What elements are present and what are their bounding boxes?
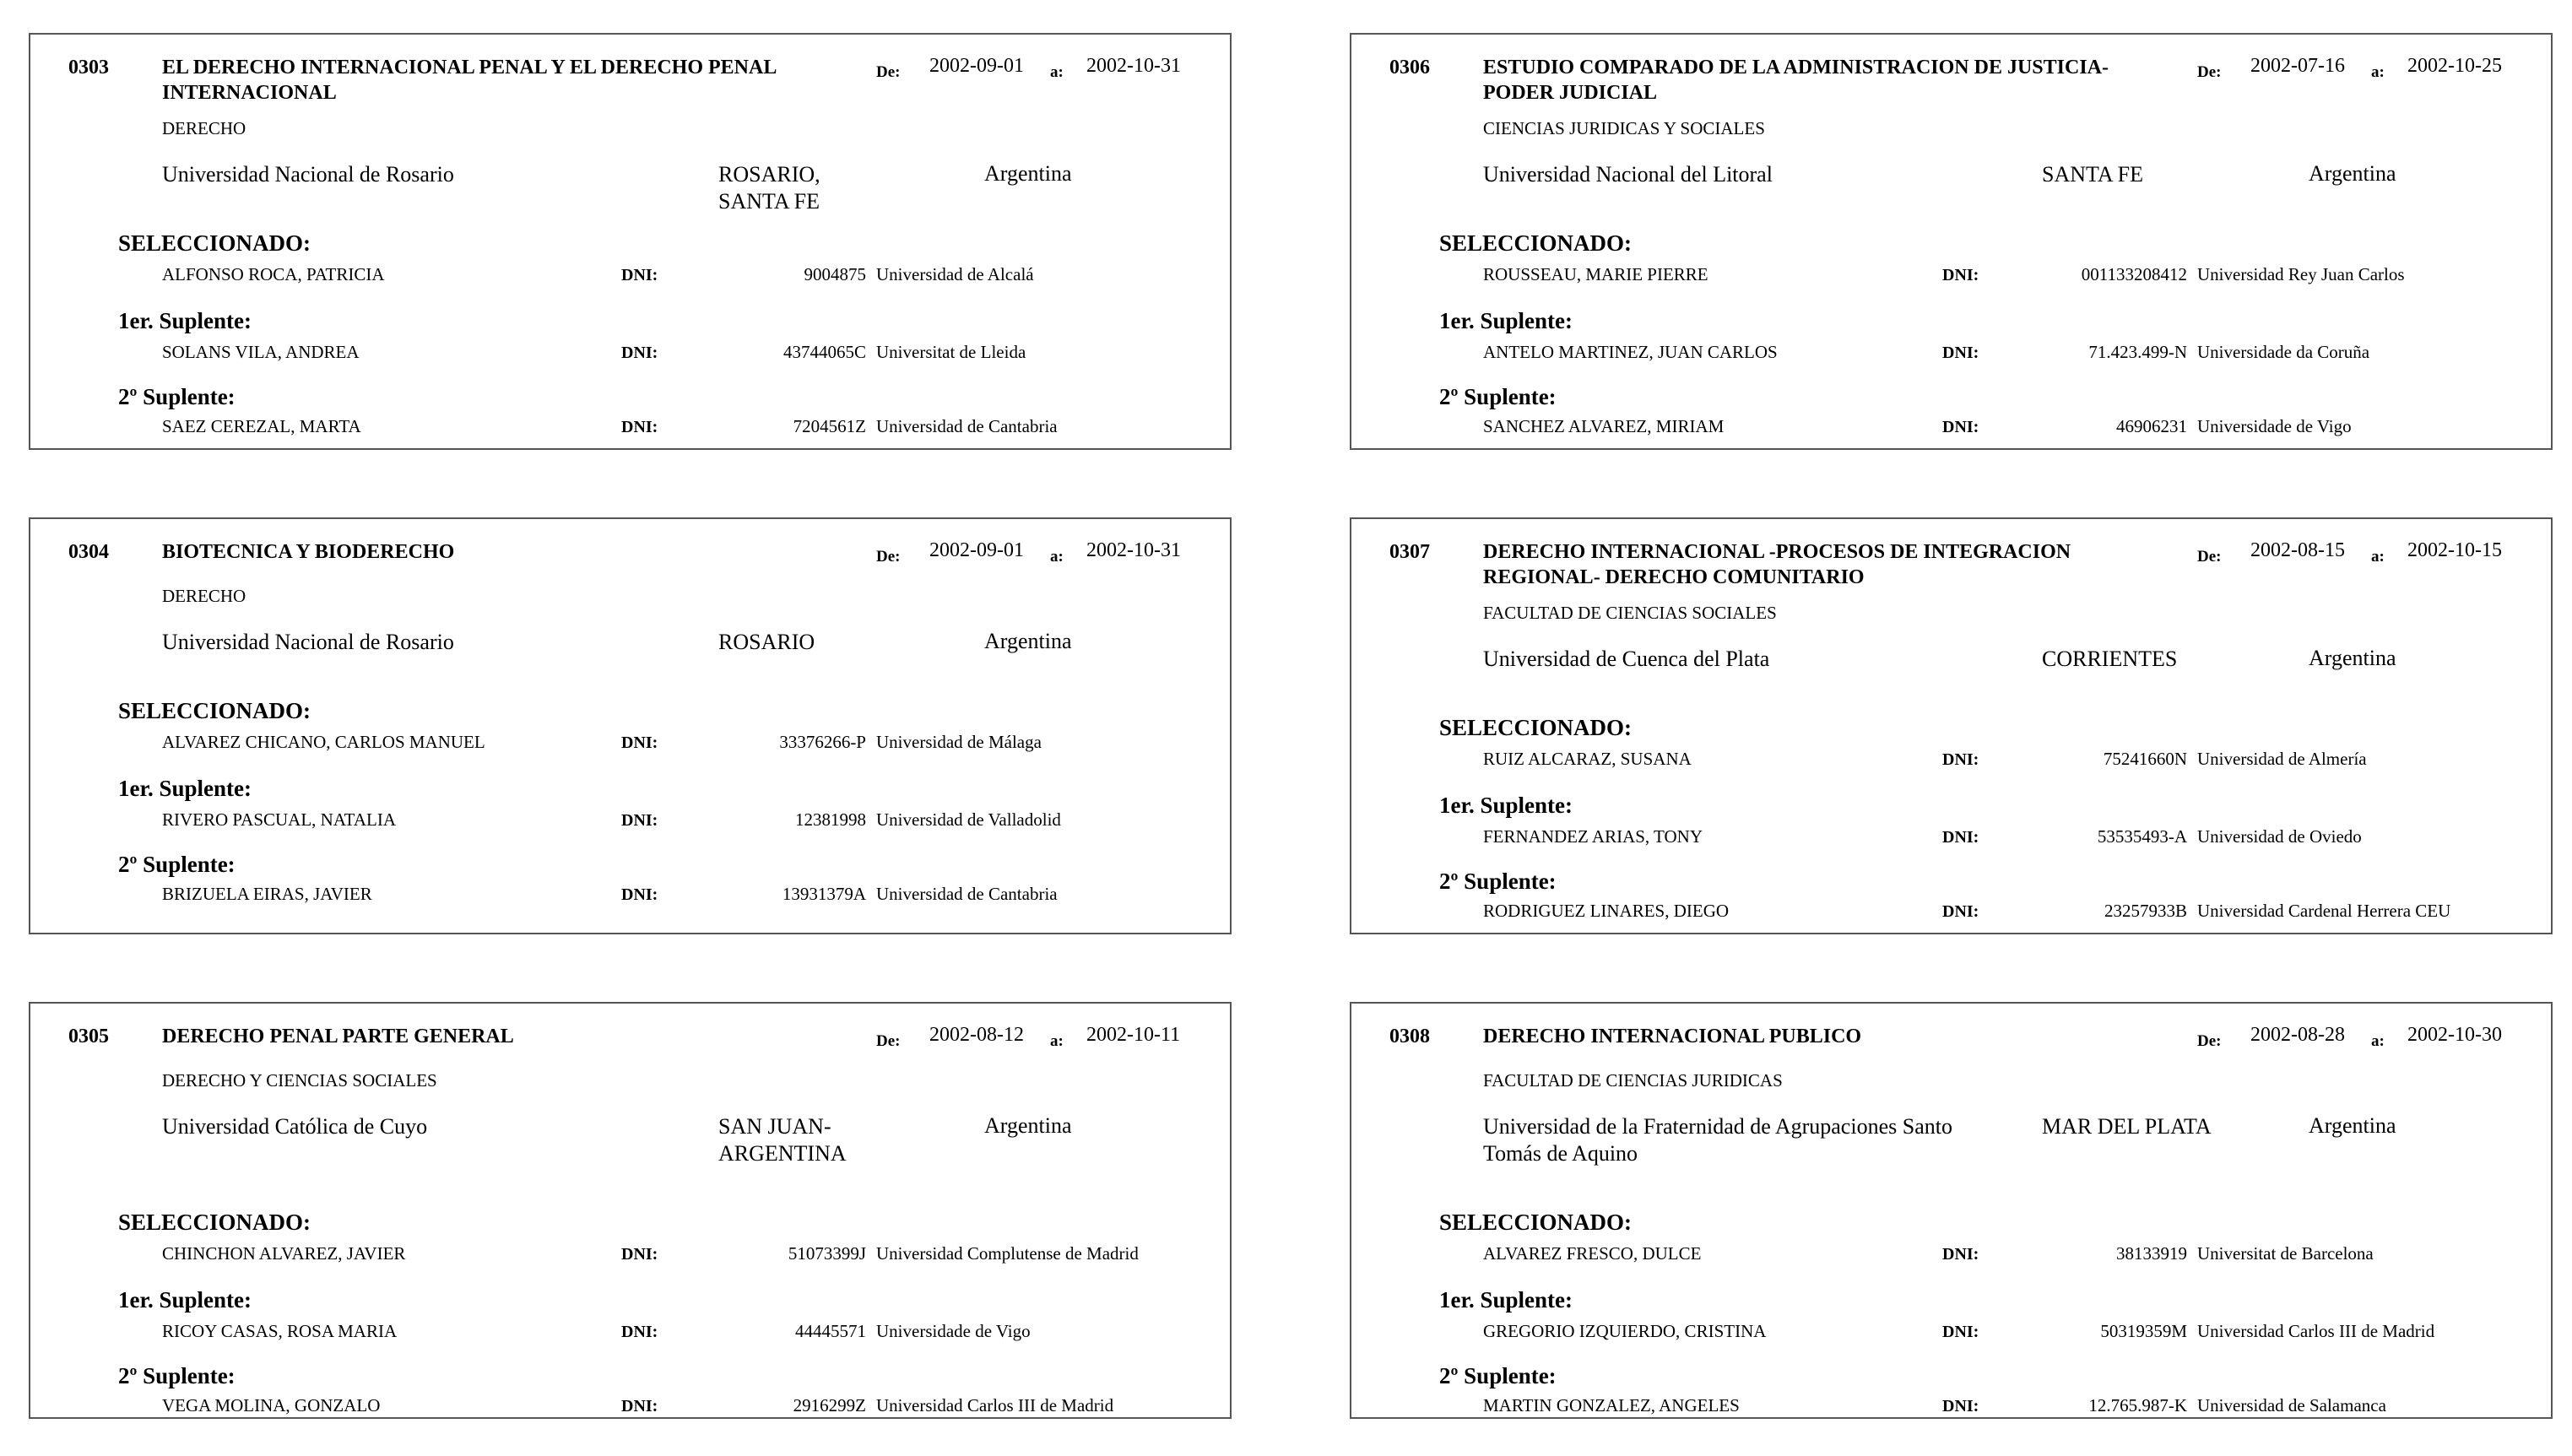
city: SANTA FE: [2042, 162, 2143, 187]
selected-name: ROUSSEAU, MARIE PIERRE: [1483, 264, 1708, 284]
second-alternate-university: Universidad Cardenal Herrera CEU: [2197, 901, 2451, 921]
second-alternate-university: Universidad Carlos III de Madrid: [876, 1395, 1114, 1415]
first-alternate-name: SOLANS VILA, ANDREA: [162, 342, 360, 362]
dni-label: DNI:: [1942, 1397, 1979, 1415]
dni-label: DNI:: [1942, 1245, 1979, 1264]
program-card-0306: [1350, 33, 2553, 450]
date-to: 2002-10-15: [2407, 539, 2502, 561]
program-code: 0304: [68, 541, 109, 563]
second-alternate-university: Universidad de Salamanca: [2197, 1395, 2386, 1415]
program-code: 0303: [68, 57, 109, 78]
date-to: 2002-10-11: [1086, 1024, 1181, 1046]
program-title: DERECHO INTERNACIONAL -PROCESOS DE INTEGRACION REGIONAL- DERECHO COMUNITARIO: [1483, 541, 2071, 588]
first-alternate-name: FERNANDEZ ARIAS, TONY: [1483, 826, 1703, 847]
selected-university: Universidad de Almería: [2197, 749, 2367, 769]
selected-dni: 51073399J: [788, 1243, 866, 1264]
dni-label: DNI:: [1942, 344, 1979, 362]
second-alternate-dni: 2916299Z: [793, 1395, 866, 1415]
first-alternate-dni: 43744065C: [782, 342, 866, 362]
dni-label: DNI:: [621, 1245, 658, 1264]
from-label: De:: [2197, 1032, 2222, 1050]
country: Argentina: [2309, 161, 2396, 186]
institution: Universidad Católica de Cuyo: [162, 1114, 428, 1139]
dni-label: DNI:: [1942, 266, 1979, 284]
dni-label: DNI:: [621, 1397, 658, 1415]
program-card-0308: [1350, 1002, 2553, 1419]
city: MAR DEL PLATA: [2042, 1114, 2212, 1139]
date-to: 2002-10-30: [2407, 1024, 2502, 1046]
selected-university: Universitat de Barcelona: [2197, 1243, 2374, 1264]
to-label: a:: [2371, 548, 2385, 566]
faculty: DERECHO: [162, 586, 246, 606]
from-label: De:: [876, 1032, 901, 1050]
program-title: EL DERECHO INTERNACIONAL PENAL Y EL DERECHO PENAL INTERNACIONAL: [162, 57, 777, 104]
dni-label: DNI:: [621, 344, 658, 362]
second-alternate-heading: 2º Suplente:: [118, 384, 236, 409]
second-alternate-name: SAEZ CEREZAL, MARTA: [162, 416, 361, 436]
selected-university: Universidad Complutense de Madrid: [876, 1243, 1139, 1264]
city: SAN JUAN-ARGENTINA: [718, 1114, 847, 1166]
first-alternate-university: Universitat de Lleida: [876, 342, 1026, 362]
date-from: 2002-09-01: [929, 539, 1024, 561]
second-alternate-university: Universidad de Cantabria: [876, 884, 1058, 904]
second-alternate-heading: 2º Suplente:: [118, 852, 236, 877]
institution: Universidad Nacional de Rosario: [162, 630, 454, 654]
first-alternate-dni: 44445571: [795, 1321, 866, 1341]
to-label: a:: [1050, 548, 1064, 566]
selected-heading: SELECCIONADO:: [1439, 715, 1633, 740]
first-alternate-heading: 1er. Suplente:: [1439, 793, 1573, 818]
selected-heading: SELECCIONADO:: [118, 1210, 311, 1235]
second-alternate-dni: 13931379A: [782, 884, 866, 904]
dni-label: DNI:: [1942, 418, 1979, 436]
program-code: 0307: [1389, 541, 1430, 563]
second-alternate-name: SANCHEZ ALVAREZ, MIRIAM: [1483, 416, 1725, 436]
first-alternate-dni: 50319359M: [2100, 1321, 2187, 1341]
second-alternate-name: VEGA MOLINA, GONZALO: [162, 1395, 381, 1415]
first-alternate-heading: 1er. Suplente:: [1439, 308, 1573, 333]
date-from: 2002-08-15: [2250, 539, 2345, 561]
dni-label: DNI:: [1942, 1323, 1979, 1341]
second-alternate-dni: 23257933B: [2104, 901, 2187, 921]
institution: Universidad Nacional de Rosario: [162, 162, 454, 187]
second-alternate-dni: 7204561Z: [793, 416, 866, 436]
institution: Universidad de Cuenca del Plata: [1483, 647, 1770, 671]
first-alternate-heading: 1er. Suplente:: [1439, 1287, 1573, 1313]
selected-university: Universidad de Málaga: [876, 732, 1042, 752]
selected-dni: 75241660N: [2103, 749, 2187, 769]
selected-dni: 38133919: [2116, 1243, 2187, 1264]
from-label: De:: [2197, 63, 2222, 81]
faculty: DERECHO Y CIENCIAS SOCIALES: [162, 1070, 437, 1091]
first-alternate-heading: 1er. Suplente:: [118, 776, 252, 801]
first-alternate-dni: 53535493-A: [2097, 826, 2187, 847]
first-alternate-name: GREGORIO IZQUIERDO, CRISTINA: [1483, 1321, 1767, 1341]
selected-heading: SELECCIONADO:: [1439, 1210, 1633, 1235]
institution: Universidad Nacional del Litoral: [1483, 162, 1773, 187]
dni-label: DNI:: [1942, 828, 1979, 847]
date-to: 2002-10-31: [1086, 539, 1181, 561]
program-title: BIOTECNICA Y BIODERECHO: [162, 541, 455, 563]
first-alternate-university: Universidad de Valladolid: [876, 809, 1061, 830]
first-alternate-dni: 71.423.499-N: [2088, 342, 2187, 362]
to-label: a:: [1050, 1032, 1064, 1050]
country: Argentina: [984, 161, 1072, 186]
date-from: 2002-08-12: [929, 1024, 1024, 1046]
city: ROSARIO: [718, 630, 815, 654]
selected-dni: 33376266-P: [779, 732, 866, 752]
second-alternate-heading: 2º Suplente:: [1439, 1363, 1557, 1388]
country: Argentina: [984, 1113, 1072, 1138]
institution: Universidad de la Fraternidad de Agrupaciones Santo Tomás de Aquino: [1483, 1114, 1952, 1166]
selected-heading: SELECCIONADO:: [118, 698, 311, 723]
second-alternate-heading: 2º Suplente:: [1439, 384, 1557, 409]
program-card-0304: [29, 517, 1232, 934]
first-alternate-name: ANTELO MARTINEZ, JUAN CARLOS: [1483, 342, 1778, 362]
second-alternate-name: BRIZUELA EIRAS, JAVIER: [162, 884, 372, 904]
dni-label: DNI:: [621, 811, 658, 830]
country: Argentina: [2309, 646, 2396, 670]
program-title: DERECHO PENAL PARTE GENERAL: [162, 1026, 514, 1047]
selected-dni: 9004875: [804, 264, 866, 284]
first-alternate-dni: 12381998: [795, 809, 866, 830]
second-alternate-heading: 2º Suplente:: [118, 1363, 236, 1388]
dni-label: DNI:: [1942, 902, 1979, 921]
selected-name: RUIZ ALCARAZ, SUSANA: [1483, 749, 1692, 769]
first-alternate-name: RICOY CASAS, ROSA MARIA: [162, 1321, 398, 1341]
dni-label: DNI:: [621, 733, 658, 752]
first-alternate-university: Universidade de Vigo: [876, 1321, 1031, 1341]
selected-university: Universidad de Alcalá: [876, 264, 1034, 284]
faculty: CIENCIAS JURIDICAS Y SOCIALES: [1483, 118, 1765, 138]
from-label: De:: [876, 548, 901, 566]
to-label: a:: [2371, 1032, 2385, 1050]
dni-label: DNI:: [621, 418, 658, 436]
date-from: 2002-09-01: [929, 55, 1024, 77]
second-alternate-name: MARTIN GONZALEZ, ANGELES: [1483, 1395, 1740, 1415]
program-code: 0306: [1389, 57, 1430, 78]
first-alternate-heading: 1er. Suplente:: [118, 308, 252, 333]
selected-name: ALVAREZ FRESCO, DULCE: [1483, 1243, 1702, 1264]
to-label: a:: [1050, 63, 1064, 81]
selected-heading: SELECCIONADO:: [118, 230, 311, 256]
selected-heading: SELECCIONADO:: [1439, 230, 1633, 256]
country: Argentina: [984, 629, 1072, 653]
second-alternate-dni: 12.765.987-K: [2088, 1395, 2187, 1415]
program-code: 0308: [1389, 1026, 1430, 1047]
country: Argentina: [2309, 1113, 2396, 1138]
date-to: 2002-10-31: [1086, 55, 1181, 77]
program-code: 0305: [68, 1026, 109, 1047]
from-label: De:: [876, 63, 901, 81]
city: ROSARIO, SANTA FE: [718, 162, 820, 214]
second-alternate-university: Universidad de Cantabria: [876, 416, 1058, 436]
second-alternate-heading: 2º Suplente:: [1439, 869, 1557, 894]
program-card-0303: [29, 33, 1232, 450]
dni-label: DNI:: [621, 266, 658, 284]
selected-name: ALVAREZ CHICANO, CARLOS MANUEL: [162, 732, 485, 752]
to-label: a:: [2371, 63, 2385, 81]
date-from: 2002-08-28: [2250, 1024, 2345, 1046]
faculty: DERECHO: [162, 118, 246, 138]
second-alternate-university: Universidade de Vigo: [2197, 416, 2352, 436]
faculty: FACULTAD DE CIENCIAS JURIDICAS: [1483, 1070, 1783, 1091]
date-to: 2002-10-25: [2407, 55, 2502, 77]
dni-label: DNI:: [1942, 750, 1979, 769]
selected-name: ALFONSO ROCA, PATRICIA: [162, 264, 385, 284]
program-card-0307: [1350, 517, 2553, 934]
city: CORRIENTES: [2042, 647, 2178, 671]
first-alternate-university: Universidade da Coruña: [2197, 342, 2370, 362]
second-alternate-name: RODRIGUEZ LINARES, DIEGO: [1483, 901, 1730, 921]
date-from: 2002-07-16: [2250, 55, 2345, 77]
program-card-0305: [29, 1002, 1232, 1419]
selected-name: CHINCHON ALVAREZ, JAVIER: [162, 1243, 406, 1264]
first-alternate-heading: 1er. Suplente:: [118, 1287, 252, 1313]
faculty: FACULTAD DE CIENCIAS SOCIALES: [1483, 603, 1777, 623]
first-alternate-university: Universidad de Oviedo: [2197, 826, 2362, 847]
first-alternate-name: RIVERO PASCUAL, NATALIA: [162, 809, 396, 830]
second-alternate-dni: 46906231: [2116, 416, 2187, 436]
program-title: DERECHO INTERNACIONAL PUBLICO: [1483, 1026, 1862, 1047]
dni-label: DNI:: [621, 1323, 658, 1341]
program-title: ESTUDIO COMPARADO DE LA ADMINISTRACION DE JUSTICIA-PODER JUDICIAL: [1483, 57, 2109, 104]
dni-label: DNI:: [621, 885, 658, 904]
selected-dni: 001133208412: [2081, 264, 2187, 284]
selected-university: Universidad Rey Juan Carlos: [2197, 264, 2405, 284]
from-label: De:: [2197, 548, 2222, 566]
first-alternate-university: Universidad Carlos III de Madrid: [2197, 1321, 2435, 1341]
